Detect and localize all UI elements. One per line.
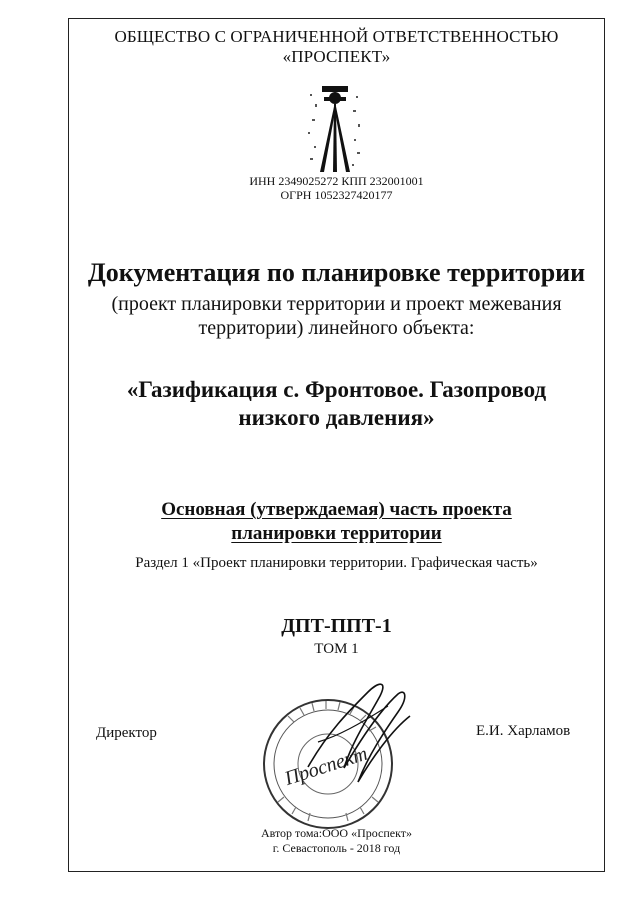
main-part-line-1: Основная (утверждаемая) часть проекта (161, 499, 512, 520)
volume-label: ТОМ 1 (314, 641, 359, 657)
seal-text: Проспект (281, 742, 371, 791)
section-title: Раздел 1 «Проект планировки территории. Графическая часть» (135, 555, 538, 571)
registration-ids (68, 174, 605, 202)
document-title: Документация по планировке территории (87, 258, 586, 287)
footer (68, 826, 605, 856)
volume-author: Автор тома:ООО «Проспект» (260, 826, 413, 840)
object-title-line-1: «Газификация с. Фронтовое. Газопровод (126, 377, 547, 402)
object-title-line-2: низкого давления» (238, 405, 435, 430)
signer-name: Е.И. Харламов (476, 723, 571, 739)
object-title (73, 376, 600, 432)
main-part-line-2: планировки территории (231, 523, 442, 544)
city-year: г. Севастополь - 2018 год (272, 841, 401, 855)
seal-and-signature-icon (248, 672, 428, 832)
signer-role: Директор (96, 725, 157, 741)
organization-name (68, 27, 605, 67)
document-subtitle (73, 292, 600, 340)
document-code: ДПТ-ППТ-1 (281, 615, 392, 637)
organization-line-2: «ПРОСПЕКТ» (282, 47, 391, 66)
document-subtitle-line-1: (проект планировки территории и проект межевания (111, 293, 562, 315)
main-part-heading (68, 498, 605, 546)
document-subtitle-line-2: территории) линейного объекта: (198, 317, 475, 339)
tripod-logo-icon (300, 84, 370, 174)
inn-kpp: ИНН 2349025272 КПП 232001001 (249, 174, 424, 188)
organization-line-1: ОБЩЕСТВО С ОГРАНИЧЕННОЙ ОТВЕТСТВЕННОСТЬЮ (114, 27, 559, 46)
ogrn: ОГРН 1052327420177 (280, 188, 393, 202)
